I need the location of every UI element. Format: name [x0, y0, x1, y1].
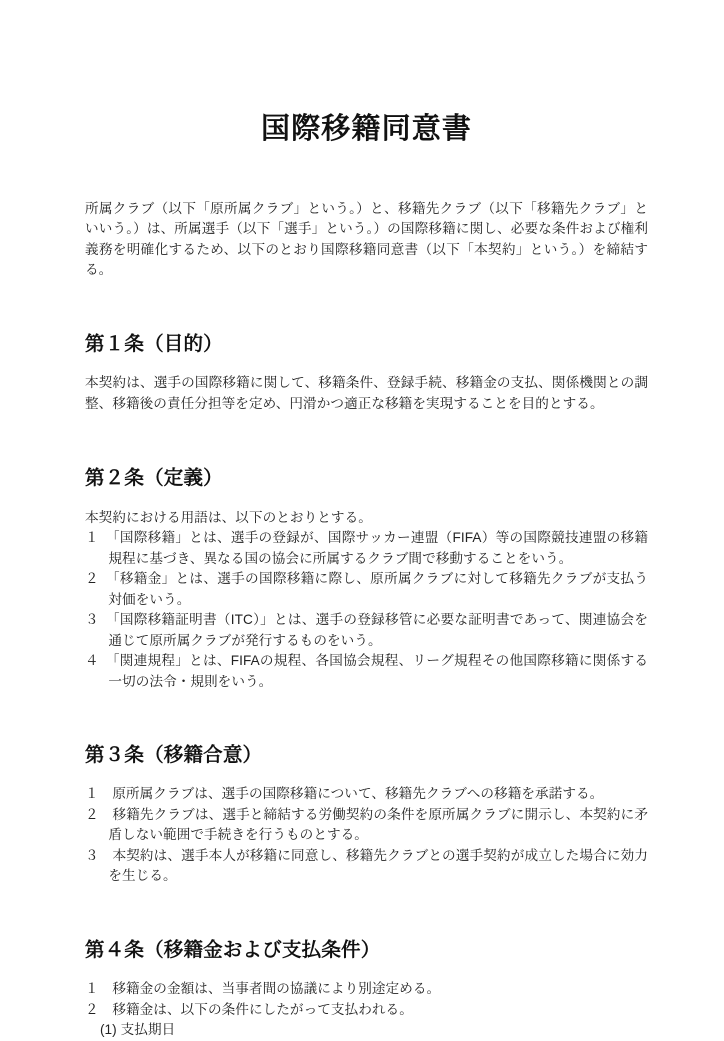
article-1-heading: 第１条（目的） [85, 332, 223, 355]
article-2-item-3: ３ 「国際移籍証明書（ITC）」とは、選手の登録移管に必要な証明書であって、関連協会を通じて原所属クラブが発行するものをいう。 [85, 612, 648, 648]
article-2-body [85, 491, 648, 693]
spacer [85, 281, 648, 332]
article-4-item-1: １ 移籍金の金額は、当事者間の協議により別途定める。 [85, 981, 441, 997]
article-3-item-2: ２ 移籍先クラブは、選手と締結する労働契約の条件を原所属クラブに開示し、本契約に矛盾しない範囲で手続きを行うものとする。 [85, 806, 648, 843]
article-4-item-2: ２ 移籍金は、以下の条件にしたがって支払われる。 [85, 1001, 413, 1017]
article-2-item-2: ２ 「移籍金」とは、選手の国際移籍に際し、原所属クラブに対して移籍先クラブが支払う対価をいう。 [85, 571, 648, 607]
article-3 [85, 743, 648, 887]
article-2-item-1: １ 「国際移籍」とは、選手の登録が、国際サッカー連盟（FIFA）等の国際競技連盟の移籍規程に基づき、異なる国の協会に所属するクラブ間で移動することをいう。 [85, 530, 648, 566]
article-2-heading: 第２条（定義） [85, 467, 223, 490]
article-4-subitem-1: (1) 支払期日 [99, 1022, 176, 1038]
page-title: 国際移籍同意書 [260, 113, 473, 145]
article-3-body [85, 767, 648, 887]
spacer [85, 414, 648, 466]
article-4 [85, 938, 648, 1041]
article-3-item-3: ３ 本契約は、選手本人が移籍に同意し、移籍先クラブとの選手契約が成立した場合に効力を生じる。 [85, 847, 648, 884]
article-3-heading: 第３条（移籍合意） [85, 744, 263, 767]
article-4-body [85, 962, 648, 1041]
article-1-body [85, 356, 648, 414]
article-1 [85, 332, 648, 414]
article-2 [85, 466, 648, 692]
article-1-lead: 本契約は、選手の国際移籍に関して、移籍条件、登録手続、移籍金の支払、関係機関との調整、移籍後の責任分担等を定め、円滑かつ適正な移籍を実現することを目的とする。 [85, 375, 648, 411]
spacer [85, 887, 648, 938]
document-content [85, 0, 648, 1041]
article-2-lead: 本契約における用語は、以下のとおりとする。 [85, 509, 372, 525]
preamble-paragraph: 所属クラブ（以下「原所属クラブ」という。）と、移籍先クラブ（以下「移籍先クラブ」といいう。）は、所属選手（以下「選手」という。）の国際移籍に関し、必要な条件および権利義務を明確化するため、以下のとおり国際移籍同意書（以下「本契約」という。）を締結する。 [85, 200, 648, 278]
article-3-item-1: １ 原所属クラブは、選手の国際移籍について、移籍先クラブへの移籍を承諾する。 [85, 786, 604, 802]
article-4-heading: 第４条（移籍金および支払条件） [85, 938, 381, 961]
spacer [85, 692, 648, 743]
article-2-item-4: ４ 「関連規程」とは、FIFAの規程、各国協会規程、リーグ規程その他国際移籍に関係する一切の法令・規則をいう。 [85, 653, 648, 689]
